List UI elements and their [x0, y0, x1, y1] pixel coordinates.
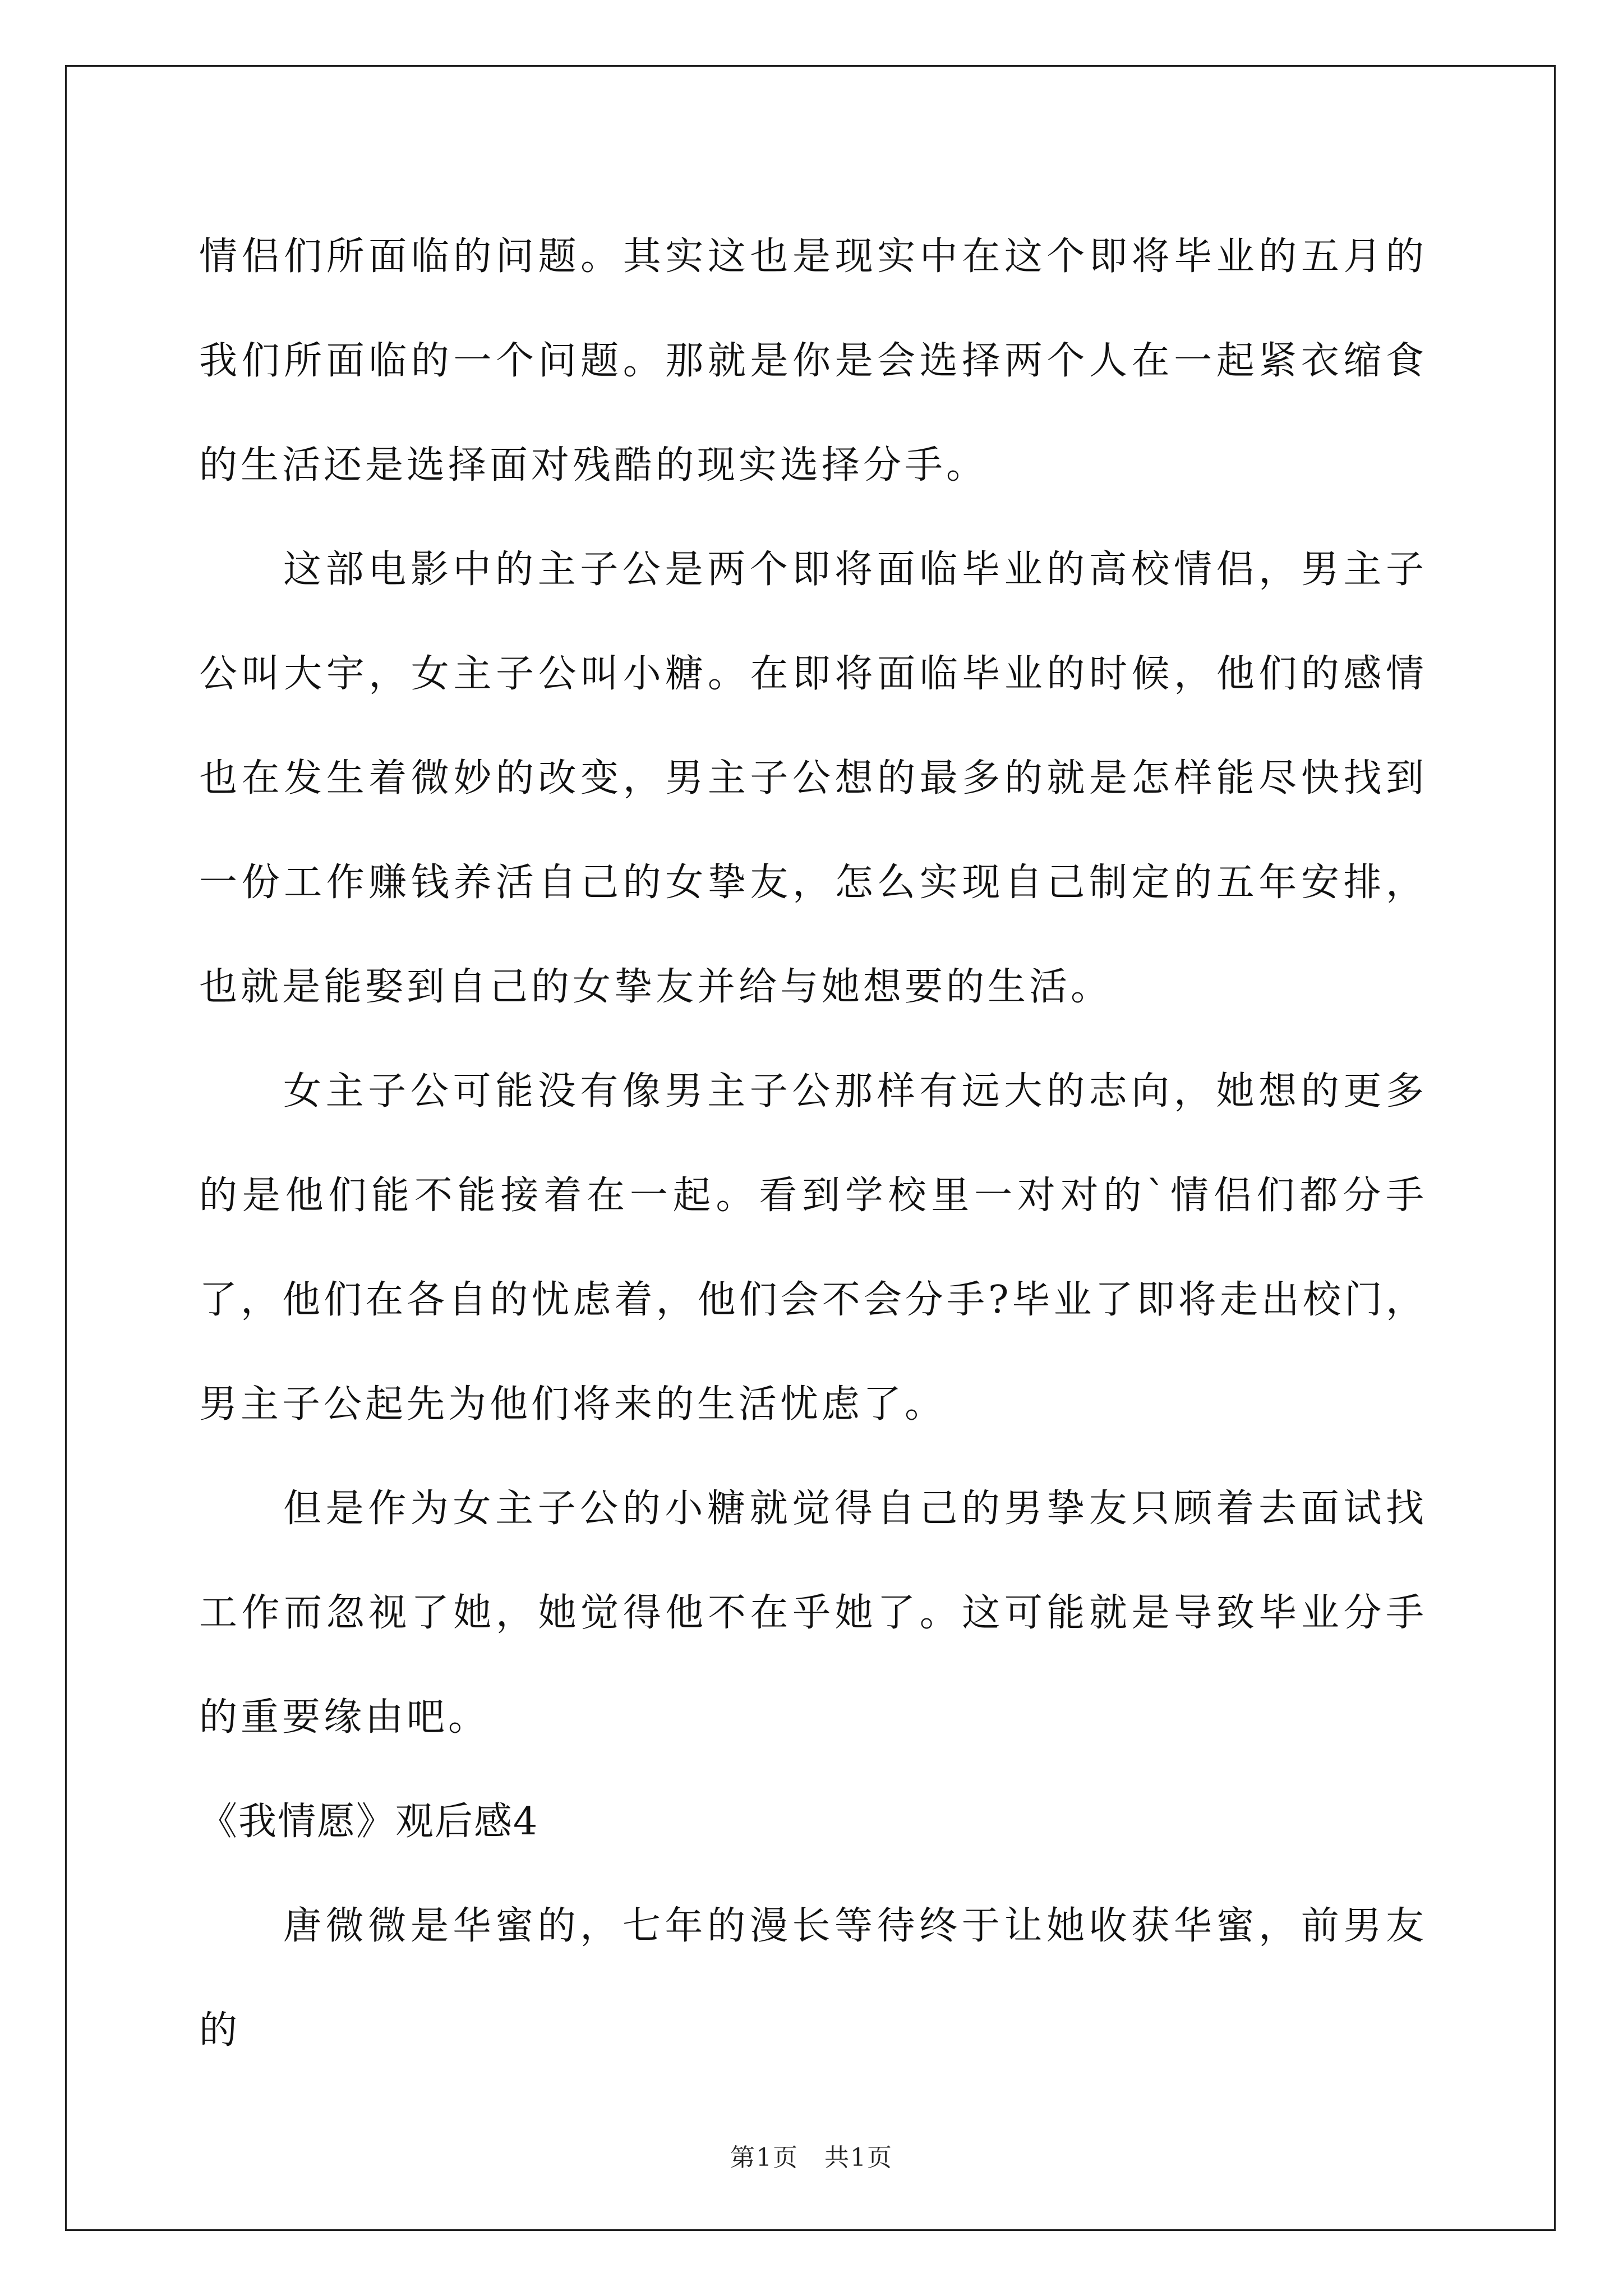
section-heading: 《我情愿》观后感4	[199, 1800, 539, 1844]
paragraph-4: 但是作为女主子公的小糖就觉得自己的男挚友只顾着去面试找工作而忽视了她，她觉得他不在乎她了。这可能就是导致毕业分手的重要缘由吧。	[199, 1487, 1427, 1740]
paragraph-1: 情侣们所面临的问题。其实这也是现实中在这个即将毕业的五月的我们所面临的一个问题。那就是你是会选择两个人在一起紧衣缩食的生活还是选择面对残酷的现实选择分手。	[199, 234, 1427, 487]
document-body	[199, 205, 1427, 2083]
page-footer: 第1页 共1页	[730, 2143, 893, 2172]
paragraph-5: 唐微微是华蜜的，七年的漫长等待终于让她收获华蜜，前男友的	[199, 1904, 1427, 2053]
paragraph-2: 这部电影中的主子公是两个即将面临毕业的高校情侣，男主子公叫大宇，女主子公叫小糖。在即将面临毕业的时候，他们的感情也在发生着微妙的改变，男主子公想的最多的就是怎样能尽快找到一份工作赚钱养活自己的女挚友，怎么实现自己制定的五年安排，也就是能娶到自己的女挚友并给与她想要的生活。	[199, 547, 1427, 1009]
paragraph-3: 女主子公可能没有像男主子公那样有远大的志向，她想的更多的是他们能不能接着在一起。看到学校里一对对的`情侣们都分手了，他们在各自的忧虑着，他们会不会分手?毕业了即将走出校门，男主子公起先为他们将来的生活忧虑了。	[199, 1069, 1427, 1427]
